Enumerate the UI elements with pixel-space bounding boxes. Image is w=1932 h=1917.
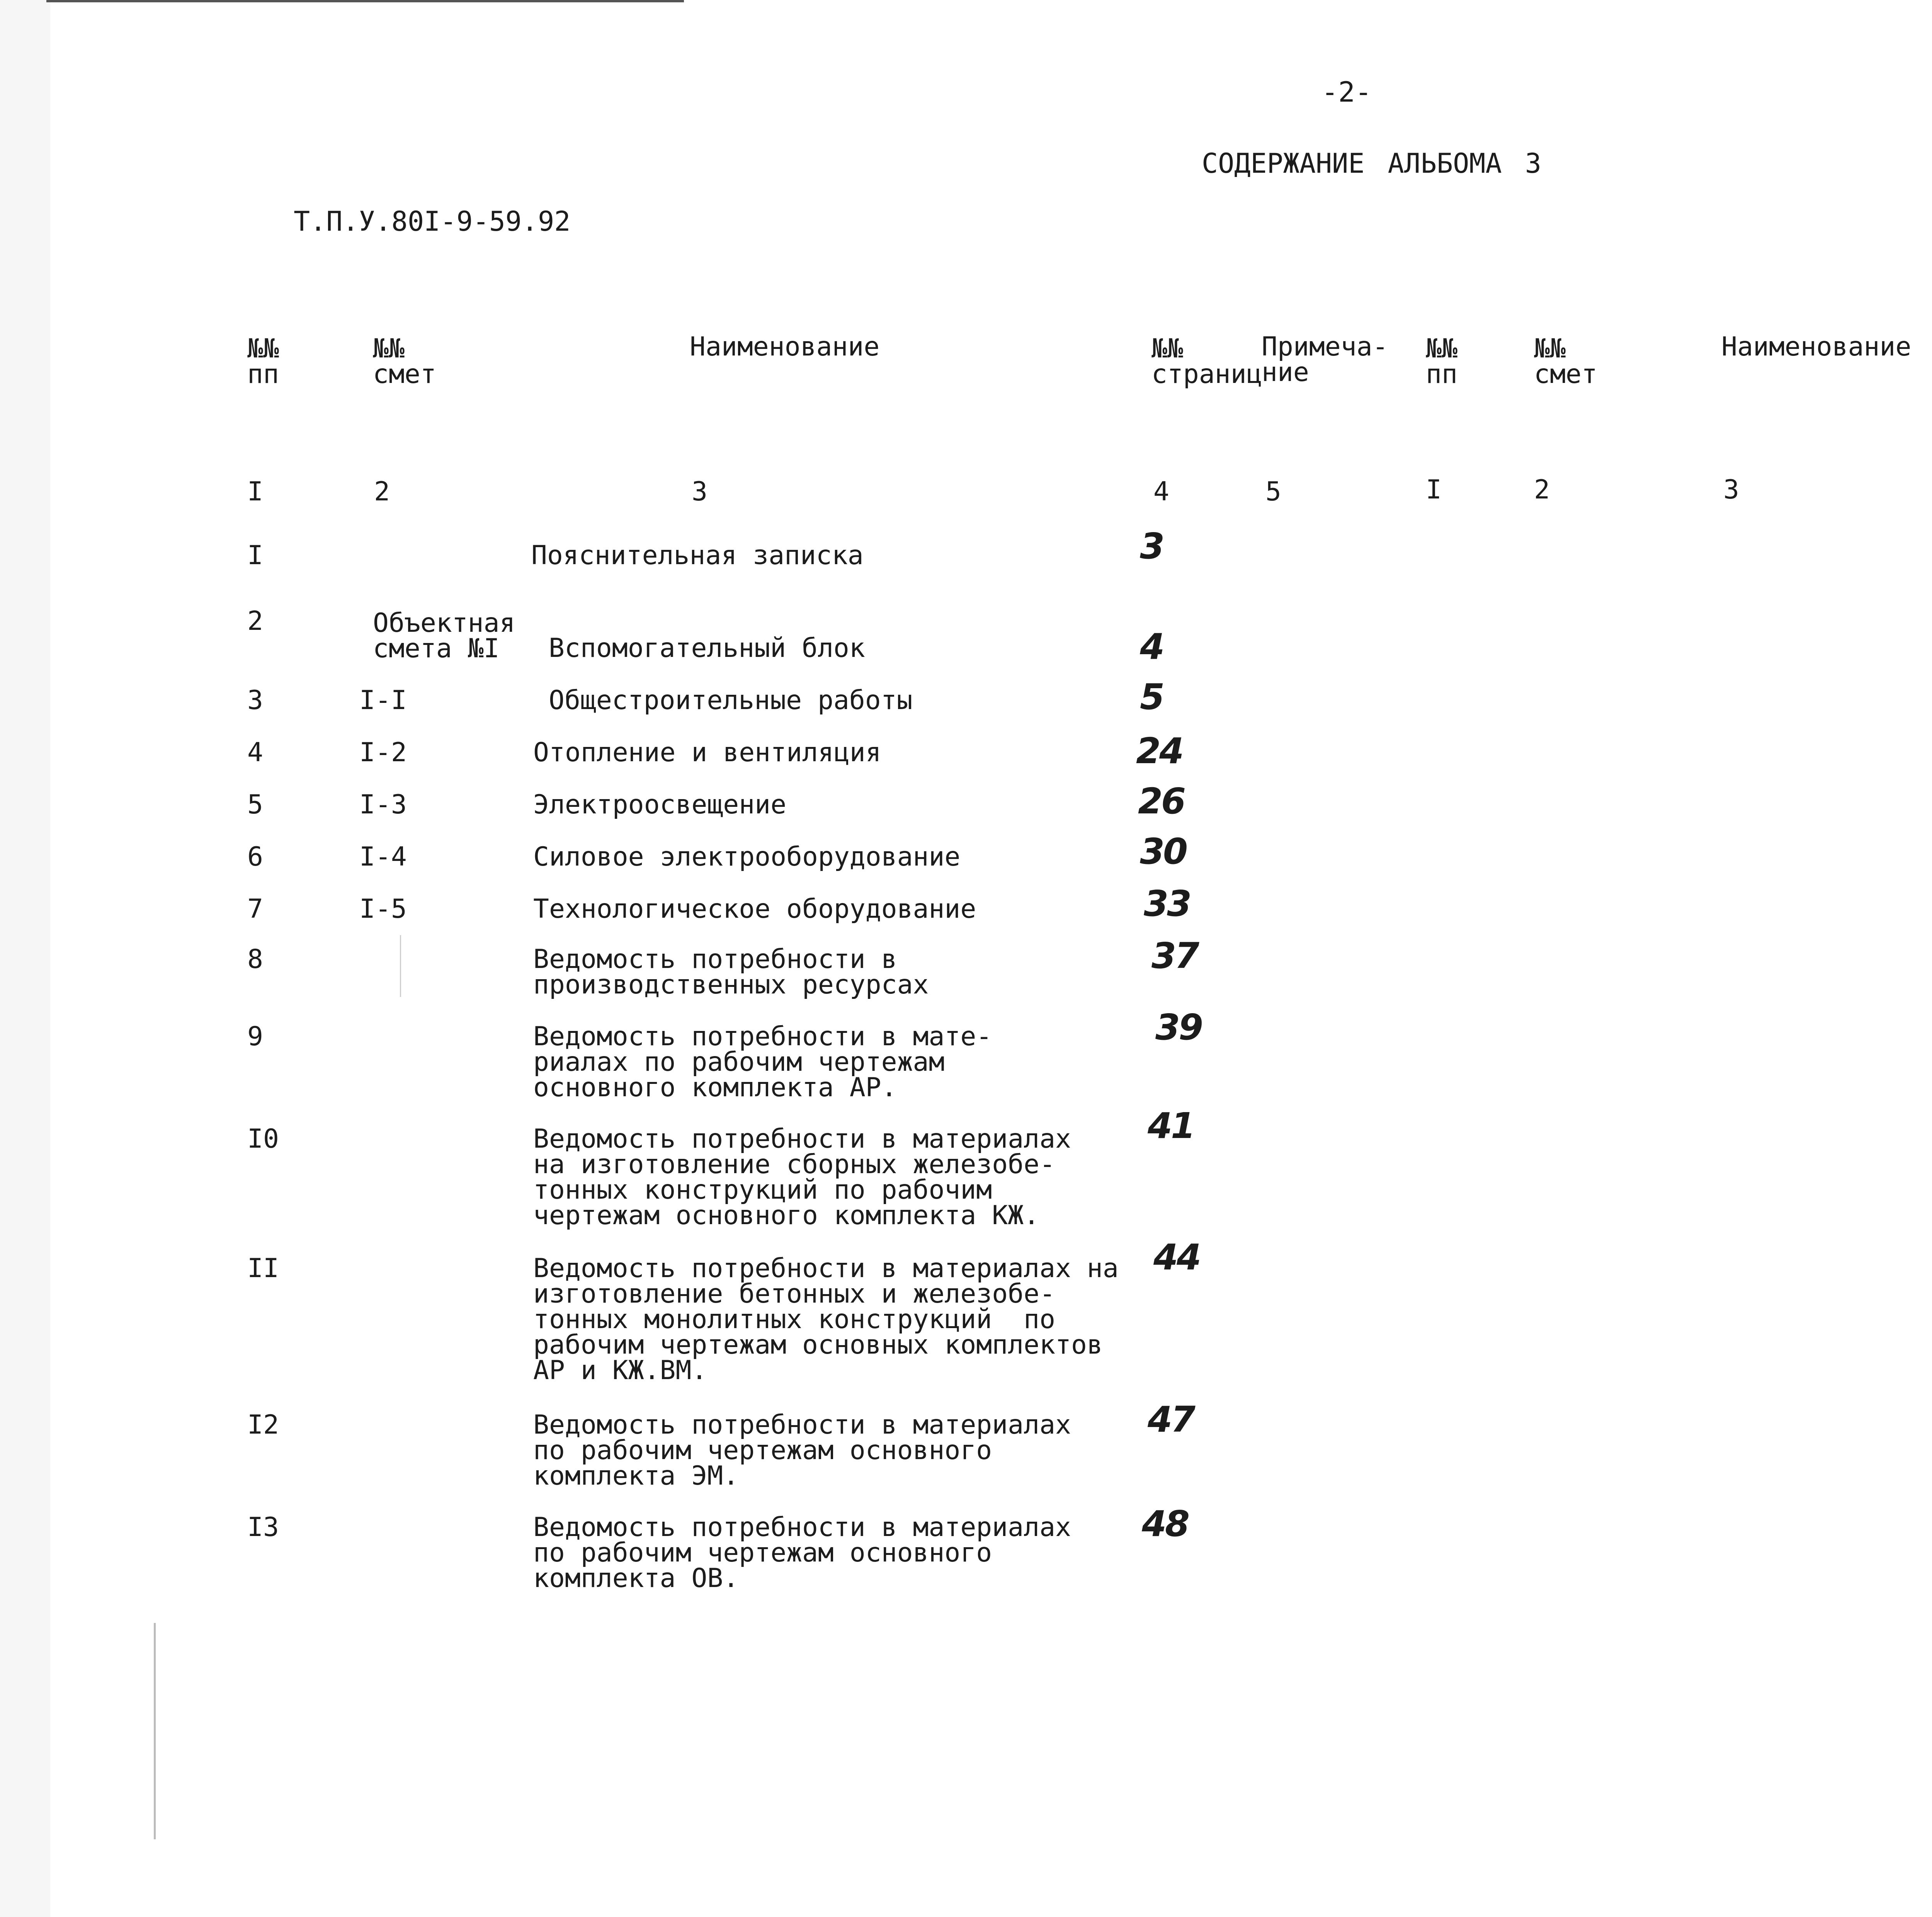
- row-7-smeta: I-5: [359, 894, 407, 924]
- row-3-smeta: I-I: [359, 685, 407, 716]
- left-header-note: Примеча- ние: [1262, 332, 1388, 388]
- smeta-divider: [400, 935, 401, 997]
- row-5-page: 26: [1138, 781, 1185, 822]
- row-7-page: 33: [1144, 883, 1190, 924]
- left-colnum-5: 5: [1265, 476, 1281, 507]
- row-1-name: Пояснительная записка: [531, 540, 864, 571]
- document-page: [50, 0, 1932, 1917]
- left-colnum-4: 4: [1153, 476, 1169, 507]
- row-10-name: Ведомость потребности в материалах на изготовление сборных железобе- тонных конструкций по рабочим чертежам основного комплекта КЖ.: [533, 1124, 1071, 1231]
- row-8-page: 37: [1151, 935, 1198, 976]
- row-5-smeta: I-3: [359, 789, 407, 820]
- row-12-page: 47: [1148, 1399, 1194, 1440]
- left-header-num: №№ пп: [247, 333, 279, 390]
- row-4-name: Отопление и вентиляция: [533, 737, 881, 768]
- row-13-name: Ведомость потребности в материалах по рабочим чертежам основного комплекта ОВ.: [533, 1512, 1071, 1594]
- left-header-smeta: №№ смет: [373, 333, 436, 390]
- left-header-page: №№ страниц: [1151, 333, 1262, 390]
- left-colnum-1: I: [247, 476, 263, 507]
- row-13-num: I3: [247, 1512, 279, 1543]
- scan-edge-left: [154, 1623, 156, 1839]
- row-1-num: I: [247, 540, 263, 571]
- row-7-num: 7: [247, 894, 263, 924]
- row-7-name: Технологическое оборудование: [533, 894, 976, 924]
- row-12-name: Ведомость потребности в материалах по рабочим чертежам основного комплекта ЭМ.: [533, 1410, 1071, 1491]
- row-3-page: 5: [1140, 676, 1163, 718]
- row-2-smeta: Объектная смета №I: [373, 608, 515, 664]
- left-colnum-3: 3: [692, 476, 707, 507]
- row-6-smeta: I-4: [359, 842, 407, 872]
- row-9-page: 39: [1155, 1007, 1202, 1048]
- row-6-page: 30: [1140, 831, 1187, 872]
- row-6-name: Силовое электрооборудование: [533, 842, 961, 872]
- right-colnum-3: 3: [1723, 475, 1739, 505]
- row-11-num: II: [247, 1253, 279, 1284]
- right-header-num: №№ пп: [1426, 333, 1458, 390]
- album-title: СОДЕРЖАНИЕ АЛЬБОМА 3: [1202, 148, 1541, 179]
- scan-edge-top: [46, 0, 684, 2]
- row-2-num: 2: [247, 606, 263, 636]
- row-4-page: 24: [1136, 730, 1183, 772]
- row-4-num: 4: [247, 737, 263, 768]
- page-number: -2-: [1321, 76, 1372, 108]
- row-9-name: Ведомость потребности в мате- риалах по рабочим чертежам основного комплекта АР.: [533, 1021, 992, 1103]
- row-9-num: 9: [247, 1021, 263, 1052]
- row-1-page: 3: [1140, 526, 1163, 567]
- row-3-num: 3: [247, 685, 263, 716]
- row-8-name: Ведомость потребности в производственных ресурсах: [533, 944, 929, 1000]
- row-8-num: 8: [247, 944, 263, 975]
- row-10-num: I0: [247, 1124, 279, 1154]
- row-5-name: Электроосвещение: [533, 789, 787, 820]
- right-header-smeta: №№ смет: [1534, 333, 1597, 390]
- row-2-page: 4: [1140, 626, 1163, 667]
- row-11-name: Ведомость потребности в материалах на изготовление бетонных и железобе- тонных монолитных конструкций по рабочим чертежам основных комплектов АР и КЖ.ВМ.: [533, 1253, 1119, 1386]
- right-colnum-1: I: [1426, 475, 1442, 505]
- row-12-num: I2: [247, 1410, 279, 1440]
- row-3-name: Общестроительные работы: [549, 685, 913, 716]
- left-colnum-2: 2: [374, 476, 390, 507]
- left-header-name: Наименование: [690, 332, 880, 362]
- row-6-num: 6: [247, 842, 263, 872]
- row-5-num: 5: [247, 789, 263, 820]
- row-2-name: Вспомогательный блок: [549, 633, 865, 663]
- row-11-page: 44: [1153, 1237, 1200, 1278]
- row-13-page: 48: [1142, 1503, 1189, 1544]
- right-header-name: Наименование: [1721, 332, 1912, 362]
- row-10-page: 41: [1148, 1105, 1194, 1146]
- row-4-smeta: I-2: [359, 737, 407, 768]
- document-code: Т.П.У.80I-9-59.92: [294, 206, 571, 237]
- right-colnum-2: 2: [1534, 475, 1550, 505]
